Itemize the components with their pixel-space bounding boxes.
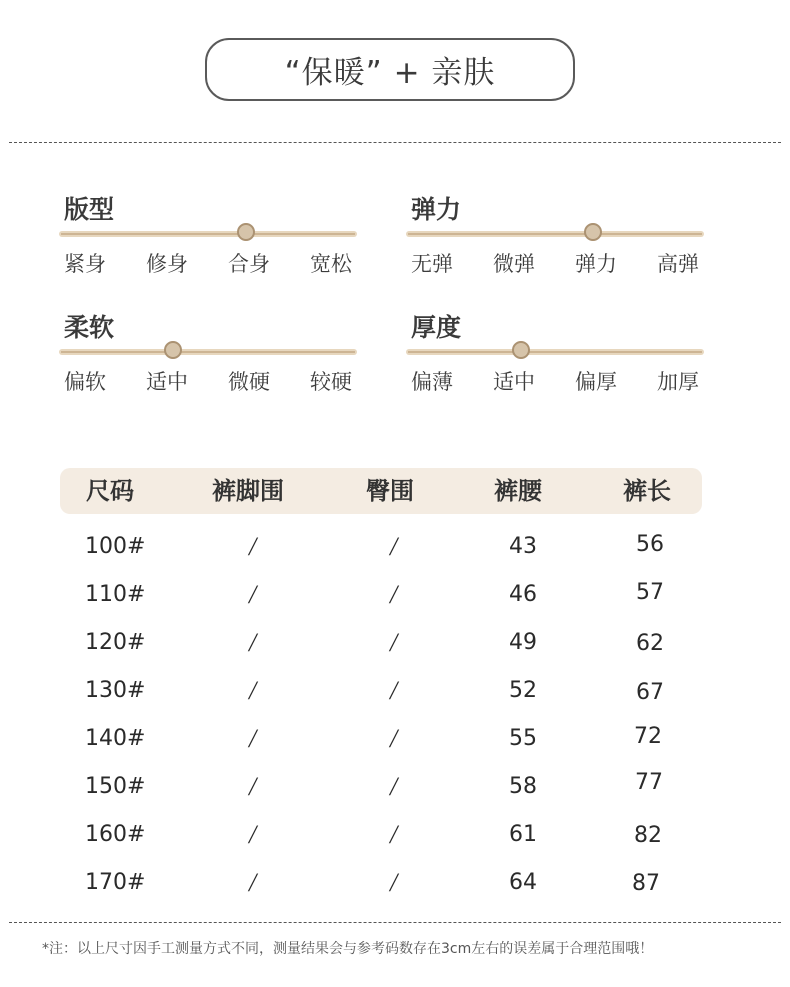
cell-hem: / (249, 724, 257, 753)
table-row (0, 815, 790, 855)
level-label: 适中 (493, 370, 535, 394)
cell-waist: 43 (509, 534, 537, 559)
cell-waist: 61 (509, 822, 537, 847)
level-label: 高弹 (657, 252, 699, 276)
cell-size: 100# (85, 534, 146, 559)
level-label: 偏软 (64, 370, 106, 394)
cell-length: 87 (632, 871, 660, 896)
cell-length: 82 (634, 823, 662, 848)
attribute-knob (164, 341, 182, 359)
size-table-header (60, 468, 702, 514)
cell-length: 77 (635, 770, 663, 795)
attribute-title: 版型 (64, 195, 115, 224)
cell-size: 150# (85, 774, 146, 799)
cell-hip: / (390, 820, 398, 849)
header-hem: 裤脚围 (212, 477, 284, 505)
cell-hem: / (249, 532, 257, 561)
level-label: 无弹 (411, 252, 453, 276)
cell-waist: 64 (509, 870, 537, 895)
attribute-title: 弹力 (411, 195, 462, 224)
header-hip: 臀围 (366, 477, 414, 505)
table-row (0, 719, 790, 759)
cell-length: 56 (636, 532, 664, 557)
cell-hip: / (390, 532, 398, 561)
table-row (0, 863, 790, 903)
cell-hip: / (390, 724, 398, 753)
cell-length: 62 (636, 631, 664, 656)
header-size: 尺码 (86, 477, 134, 505)
attribute-title: 柔软 (64, 313, 115, 342)
cell-hip: / (390, 772, 398, 801)
cell-waist: 55 (509, 726, 537, 751)
level-label: 弹力 (575, 252, 617, 276)
cell-size: 110# (85, 582, 146, 607)
level-label: 加厚 (657, 370, 699, 394)
header-title-box (205, 38, 575, 101)
cell-hem: / (249, 676, 257, 705)
cell-size: 130# (85, 678, 146, 703)
cell-size: 140# (85, 726, 146, 751)
top-divider (9, 142, 781, 143)
level-label: 合身 (228, 252, 270, 276)
cell-hip: / (390, 580, 398, 609)
attribute-levels (406, 366, 704, 396)
cell-hem: / (249, 628, 257, 657)
table-row (0, 623, 790, 663)
cell-hip: / (390, 868, 398, 897)
cell-hem: / (249, 580, 257, 609)
cell-size: 160# (85, 822, 146, 847)
cell-hem: / (249, 868, 257, 897)
attribute-levels (59, 248, 357, 278)
level-label: 较硬 (310, 370, 352, 394)
table-row (0, 575, 790, 615)
table-row (0, 671, 790, 711)
level-label: 偏薄 (411, 370, 453, 394)
cell-waist: 49 (509, 630, 537, 655)
table-row (0, 767, 790, 807)
cell-waist: 46 (509, 582, 537, 607)
header-title: “保暖” + 亲肤 (284, 55, 496, 91)
table-row (0, 527, 790, 567)
attribute-track (406, 231, 704, 237)
attribute-levels (406, 248, 704, 278)
cell-size: 170# (85, 870, 146, 895)
cell-hip: / (390, 676, 398, 705)
cell-hip: / (390, 628, 398, 657)
attribute-knob (512, 341, 530, 359)
level-label: 修身 (146, 252, 188, 276)
header-waist: 裤腰 (494, 477, 542, 505)
cell-hem: / (249, 772, 257, 801)
attribute-track (406, 349, 704, 355)
bottom-divider (9, 922, 781, 923)
attribute-track (59, 231, 357, 237)
level-label: 紧身 (64, 252, 106, 276)
attribute-levels (59, 366, 357, 396)
attribute-title: 厚度 (411, 313, 462, 342)
measurement-note: *注：以上尺寸因手工测量方式不同，测量结果会与参考码数存在3cm左右的误差属于合理范围哦！ (42, 941, 654, 957)
header-length: 裤长 (623, 477, 671, 505)
attribute-knob (584, 223, 602, 241)
cell-size: 120# (85, 630, 146, 655)
level-label: 微硬 (228, 370, 270, 394)
attribute-knob (237, 223, 255, 241)
level-label: 偏厚 (575, 370, 617, 394)
cell-length: 67 (636, 680, 664, 705)
cell-waist: 52 (509, 678, 537, 703)
attribute-track (59, 349, 357, 355)
level-label: 宽松 (310, 252, 352, 276)
cell-hem: / (249, 820, 257, 849)
cell-waist: 58 (509, 774, 537, 799)
level-label: 适中 (146, 370, 188, 394)
cell-length: 57 (636, 580, 664, 605)
cell-length: 72 (634, 724, 662, 749)
level-label: 微弹 (493, 252, 535, 276)
